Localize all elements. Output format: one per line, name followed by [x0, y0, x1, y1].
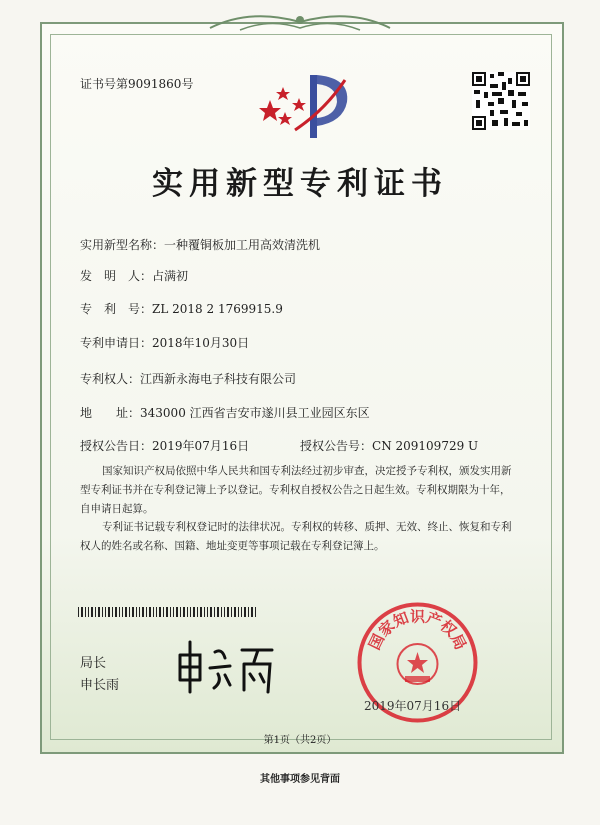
- field-value: 2018年10月30日: [152, 336, 250, 350]
- paragraph-registration-notice: 专利证书记载专利权登记时的法律状况。专利权的转移、质押、无效、终止、恢复和专利权人的姓名或名称、国籍、地址变更等事项记载在专利登记簿上。: [80, 521, 512, 552]
- field-value: 一种覆铜板加工用高效清洗机: [164, 238, 321, 252]
- field-value: 343000 江西省吉安市遂川县工业园区东区: [140, 406, 370, 420]
- certificate-number: 证书号第9091860号: [80, 77, 194, 91]
- field-utility-model-name: [80, 234, 320, 253]
- field-label: 地 址：: [80, 406, 141, 420]
- field-value: CN 209109729 U: [372, 439, 479, 453]
- seal-text: 国家知识产权局: [365, 607, 470, 653]
- field-value: 江西新永海电子科技有限公司: [140, 372, 297, 386]
- handwritten-signature: [170, 630, 280, 700]
- field-label: 授权公告号：: [300, 439, 373, 453]
- field-inventor: [80, 265, 188, 284]
- field-label: 专利申请日：: [80, 336, 153, 350]
- field-patentee: [80, 368, 296, 387]
- paragraph-legal-notice: 国家知识产权局依照中华人民共和国专利法经过初步审查，决定授予专利权，颁发实用新型专利证书并在专利登记簿上予以登记。专利权自授权公告之日起生效。专利权期限为十年，自申请日起算。: [80, 465, 512, 515]
- certificate-title: 实用新型专利证书: [152, 166, 448, 202]
- qr-code-icon: [472, 72, 530, 130]
- field-value: ZL 2018 2 1769915.9: [152, 302, 283, 316]
- signatory-name: 申长雨: [80, 678, 120, 693]
- field-filing-date: [80, 332, 249, 351]
- signatory-title: 局长: [80, 656, 107, 671]
- field-grant-date: [80, 435, 249, 454]
- field-label: 专利权人：: [80, 372, 141, 386]
- field-label: 实用新型名称：: [80, 238, 165, 252]
- field-label: 授权公告日：: [80, 439, 153, 453]
- field-label: 专 利 号：: [80, 302, 153, 316]
- field-grant-number: [300, 435, 478, 454]
- footer-note: 其他事项参见背面: [260, 774, 340, 785]
- barcode-icon: [78, 607, 258, 617]
- field-patent-number: [80, 298, 283, 317]
- field-address: [80, 402, 370, 421]
- field-label: 发 明 人：: [80, 269, 153, 283]
- seal-date: 2019年07月16日: [364, 699, 462, 713]
- patent-office-logo-icon: [255, 70, 350, 140]
- page-number: 第1页（共2页）: [263, 735, 337, 746]
- field-value: 2019年07月16日: [152, 439, 250, 453]
- decorative-border-ornament: [200, 8, 400, 36]
- field-value: 占满初: [152, 269, 189, 283]
- svg-text:国家知识产权局: [365, 607, 469, 652]
